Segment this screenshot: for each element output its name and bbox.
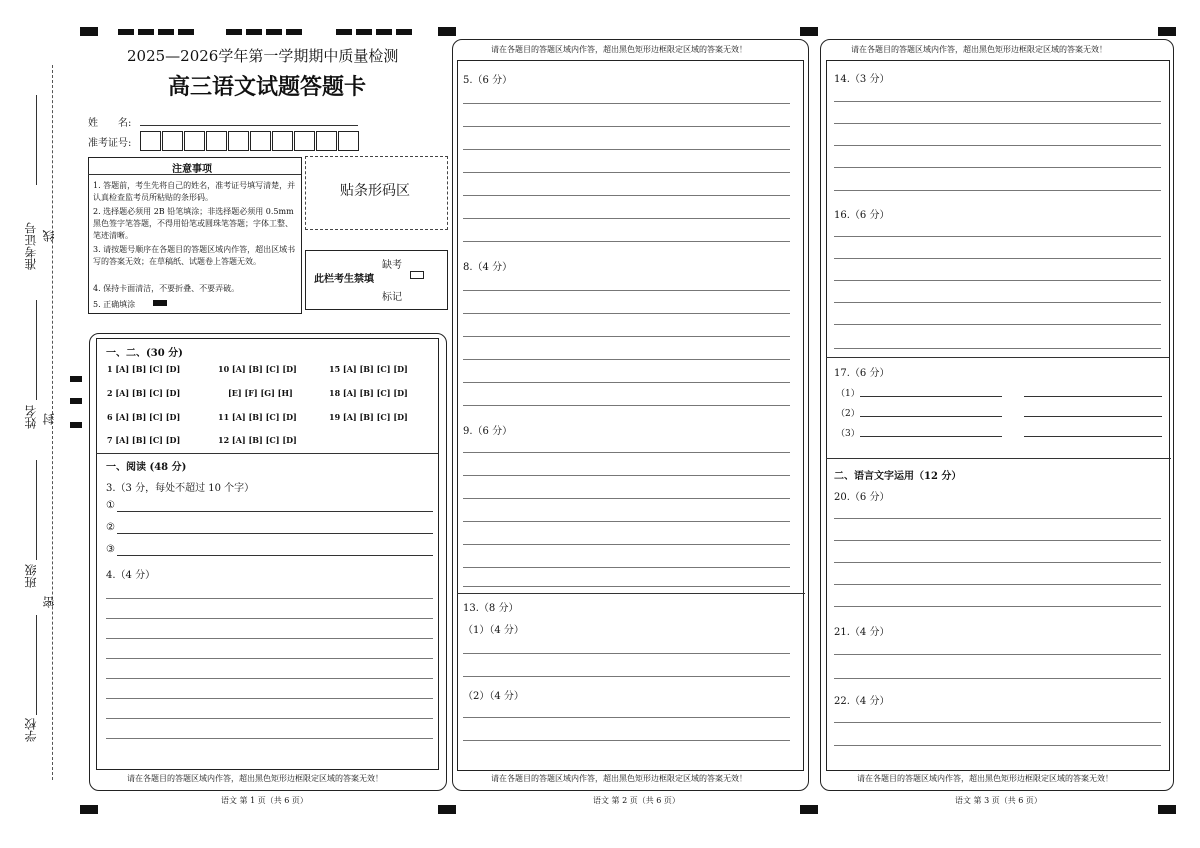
timing-mark	[158, 29, 174, 35]
choice-heading: 一、二、(30 分)	[106, 348, 183, 359]
answer-line[interactable]	[106, 618, 433, 619]
timing-mark	[138, 29, 154, 35]
answer-line[interactable]	[463, 676, 790, 677]
sidebar-id-label: 准考证号	[24, 222, 38, 270]
timing-mark	[178, 29, 194, 35]
answer-line[interactable]	[463, 336, 790, 337]
timing-mark	[438, 805, 456, 814]
answer-line[interactable]	[463, 149, 790, 150]
q16-label: 16.（6 分）	[834, 210, 890, 221]
notice-item: 4. 保持卡面清洁，不要折叠、不要弄破。	[93, 284, 240, 293]
section2-heading: 二、语言文字运用（12 分）	[834, 471, 962, 482]
footer-page1: 语文 第 1 页（共 6 页）	[221, 796, 308, 805]
answer-line[interactable]	[117, 555, 433, 556]
choice-row[interactable]: 12 [A] [B] [C] [D]	[218, 435, 297, 445]
answer-line[interactable]	[860, 416, 1002, 417]
warning-text: 请在各题目的答题区域内作答，超出黑色矩形边框限定区域的答案无效！	[127, 774, 383, 783]
q8-label: 8.（4 分）	[463, 262, 513, 273]
answer-line[interactable]	[106, 658, 433, 659]
answer-line[interactable]	[463, 586, 790, 587]
answer-line[interactable]	[463, 567, 790, 568]
q17-part3: （3）	[836, 429, 860, 439]
timing-mark	[336, 29, 352, 35]
answer-line[interactable]	[1024, 416, 1162, 417]
timing-mark	[286, 29, 302, 35]
id-label: 准考证号:	[88, 138, 132, 149]
q20-label: 20.（6 分）	[834, 492, 890, 503]
answer-line[interactable]	[117, 533, 433, 534]
timing-mark	[800, 27, 818, 36]
q13-label: 13.（8 分）	[463, 603, 519, 614]
notice-item: 2. 选择题必须用 2B 铅笔填涂；非选择题必须用 0.5mm 黑色签字笔答题，不得用铅笔或圆珠笔答题；字体工整、笔迹清晰。	[93, 207, 294, 240]
answer-line[interactable]	[463, 521, 790, 522]
q21-label: 21.（4 分）	[834, 627, 890, 638]
answer-line[interactable]	[463, 653, 790, 654]
answer-line[interactable]	[834, 258, 1161, 259]
answer-line[interactable]	[834, 236, 1161, 237]
answer-line[interactable]	[1024, 436, 1162, 437]
answer-line[interactable]	[463, 290, 790, 291]
sidebar-mi: 密	[42, 596, 56, 608]
timing-mark	[396, 29, 412, 35]
answer-line[interactable]	[463, 103, 790, 104]
answer-line[interactable]	[834, 145, 1161, 146]
answer-line[interactable]	[834, 123, 1161, 124]
notice-item: 5. 正确填涂	[93, 300, 136, 309]
notice-item: 1. 答题前，考生先将自己的姓名，准考证号填写清楚，并认真检查监考员所粘贴的条形码。	[93, 181, 296, 202]
answer-line[interactable]	[106, 718, 433, 719]
q3-label: 3.（3 分，每处不超过 10 个字）	[106, 483, 255, 494]
q22-label: 22.（4 分）	[834, 696, 890, 707]
choice-row[interactable]: 15 [A] [B] [C] [D]	[329, 364, 408, 374]
answer-line[interactable]	[463, 126, 790, 127]
timing-mark	[356, 29, 372, 35]
answer-line[interactable]	[834, 518, 1161, 519]
absent-bottom: 标记	[382, 292, 402, 303]
q9-label: 9.（6 分）	[463, 426, 513, 437]
q17-label: 17.（6 分）	[834, 368, 890, 379]
answer-line[interactable]	[106, 698, 433, 699]
answer-line[interactable]	[834, 167, 1161, 168]
answer-line[interactable]	[463, 544, 790, 545]
answer-line[interactable]	[463, 382, 790, 383]
choice-row[interactable]: 7 [A] [B] [C] [D]	[107, 435, 181, 445]
answer-line[interactable]	[860, 436, 1002, 437]
q13-part1-label: （1）（4 分）	[463, 625, 524, 636]
timing-mark	[70, 376, 82, 382]
name-field[interactable]	[140, 125, 358, 126]
sidebar-xian: 线	[42, 230, 56, 242]
choice-row[interactable]: 18 [A] [B] [C] [D]	[329, 388, 408, 398]
answer-line[interactable]	[106, 738, 433, 739]
timing-mark	[246, 29, 262, 35]
name-label: 姓 名:	[88, 118, 132, 129]
answer-line[interactable]	[463, 740, 790, 741]
absent-top: 缺考	[382, 260, 402, 271]
answer-line[interactable]	[834, 584, 1161, 585]
card-title: 高三语文试题答题卡	[168, 74, 367, 100]
answer-line[interactable]	[834, 562, 1161, 563]
answer-line[interactable]	[463, 498, 790, 499]
q17-part2: （2）	[836, 409, 860, 419]
answer-line[interactable]	[834, 324, 1161, 325]
answer-line[interactable]	[834, 280, 1161, 281]
footer-page2: 语文 第 2 页（共 6 页）	[593, 796, 680, 805]
q3-item-3: ③	[106, 544, 115, 555]
answer-line[interactable]	[463, 313, 790, 314]
answer-line[interactable]	[463, 241, 790, 242]
warning-text: 请在各题目的答题区域内作答，超出黑色矩形边框限定区域的答案无效！	[851, 45, 1107, 54]
timing-mark	[70, 398, 82, 404]
timing-mark	[376, 29, 392, 35]
q13-part2-label: （2）（4 分）	[463, 691, 524, 702]
answer-line[interactable]	[834, 678, 1161, 679]
answer-line[interactable]	[117, 511, 433, 512]
sidebar-name-label: 姓名	[24, 405, 38, 429]
q3-item-2: ②	[106, 522, 115, 533]
sidebar-class-label: 班级	[24, 564, 38, 588]
warning-text: 请在各题目的答题区域内作答，超出黑色矩形边框限定区域的答案无效！	[491, 45, 747, 54]
reading-heading: 一、阅读 (48 分)	[106, 462, 187, 473]
answer-line[interactable]	[834, 654, 1161, 655]
answer-line[interactable]	[463, 359, 790, 360]
timing-mark	[80, 27, 98, 36]
q17-part1: （1）	[836, 389, 860, 399]
footer-page3: 语文 第 3 页（共 6 页）	[955, 796, 1042, 805]
answer-line[interactable]	[463, 195, 790, 196]
choice-row[interactable]: 19 [A] [B] [C] [D]	[329, 412, 408, 422]
answer-line[interactable]	[834, 606, 1161, 607]
q5-label: 5.（6 分）	[463, 75, 513, 86]
timing-mark	[226, 29, 242, 35]
q3-item-1: ①	[106, 500, 115, 511]
answer-line[interactable]	[834, 302, 1161, 303]
warning-text: 请在各题目的答题区域内作答，超出黑色矩形边框限定区域的答案无效！	[491, 774, 747, 783]
choice-row[interactable]: 6 [A] [B] [C] [D]	[107, 412, 181, 422]
choice-row[interactable]: 11 [A] [B] [C] [D]	[218, 412, 297, 422]
answer-line[interactable]	[106, 638, 433, 639]
notice-item: 3. 请按题号顺序在各题目的答题区域内作答，超出区域书写的答案无效；在草稿纸、试题卷上答题无效。	[93, 245, 296, 266]
timing-mark	[1158, 805, 1176, 814]
timing-mark	[70, 422, 82, 428]
timing-mark	[118, 29, 134, 35]
answer-line[interactable]	[834, 745, 1161, 746]
q4-label: 4.（4 分）	[106, 570, 156, 581]
answer-line[interactable]	[860, 396, 1002, 397]
answer-line[interactable]	[463, 717, 790, 718]
timing-mark	[266, 29, 282, 35]
notice-title: 注意事项	[172, 164, 212, 175]
answer-line[interactable]	[1024, 396, 1162, 397]
timing-mark	[800, 805, 818, 814]
answer-line[interactable]	[834, 190, 1161, 191]
choice-row[interactable]: 10 [A] [B] [C] [D]	[218, 364, 297, 374]
timing-mark	[438, 27, 456, 36]
answer-line[interactable]	[106, 678, 433, 679]
fill-sample	[153, 300, 167, 306]
warning-text: 请在各题目的答题区域内作答，超出黑色矩形边框限定区域的答案无效！	[857, 774, 1113, 783]
answer-line[interactable]	[463, 172, 790, 173]
answer-line[interactable]	[106, 598, 433, 599]
answer-line[interactable]	[463, 452, 790, 453]
timing-mark	[80, 805, 98, 814]
sidebar-feng: 封	[42, 413, 56, 425]
choice-row[interactable]: 2 [A] [B] [C] [D]	[107, 388, 181, 398]
sidebar-school-label: 学校	[24, 718, 38, 742]
answer-line[interactable]	[463, 405, 790, 406]
answer-line[interactable]	[834, 540, 1161, 541]
answer-line[interactable]	[834, 348, 1161, 349]
q14-label: 14.（3 分）	[834, 74, 890, 85]
choice-row[interactable]: 1 [A] [B] [C] [D]	[107, 364, 181, 374]
barcode-label: 贴条形码区	[340, 183, 410, 199]
absent-mark-box[interactable]	[410, 271, 424, 279]
timing-mark	[1158, 27, 1176, 36]
answer-line[interactable]	[834, 101, 1161, 102]
choice-row[interactable]: [E] [F] [G] [H]	[228, 388, 293, 398]
answer-line[interactable]	[834, 722, 1161, 723]
answer-line[interactable]	[463, 475, 790, 476]
exam-title: 2025—2026学年第一学期期中质量检测	[127, 47, 399, 65]
answer-line[interactable]	[463, 218, 790, 219]
absent-no-fill: 此栏考生禁填	[314, 274, 374, 285]
